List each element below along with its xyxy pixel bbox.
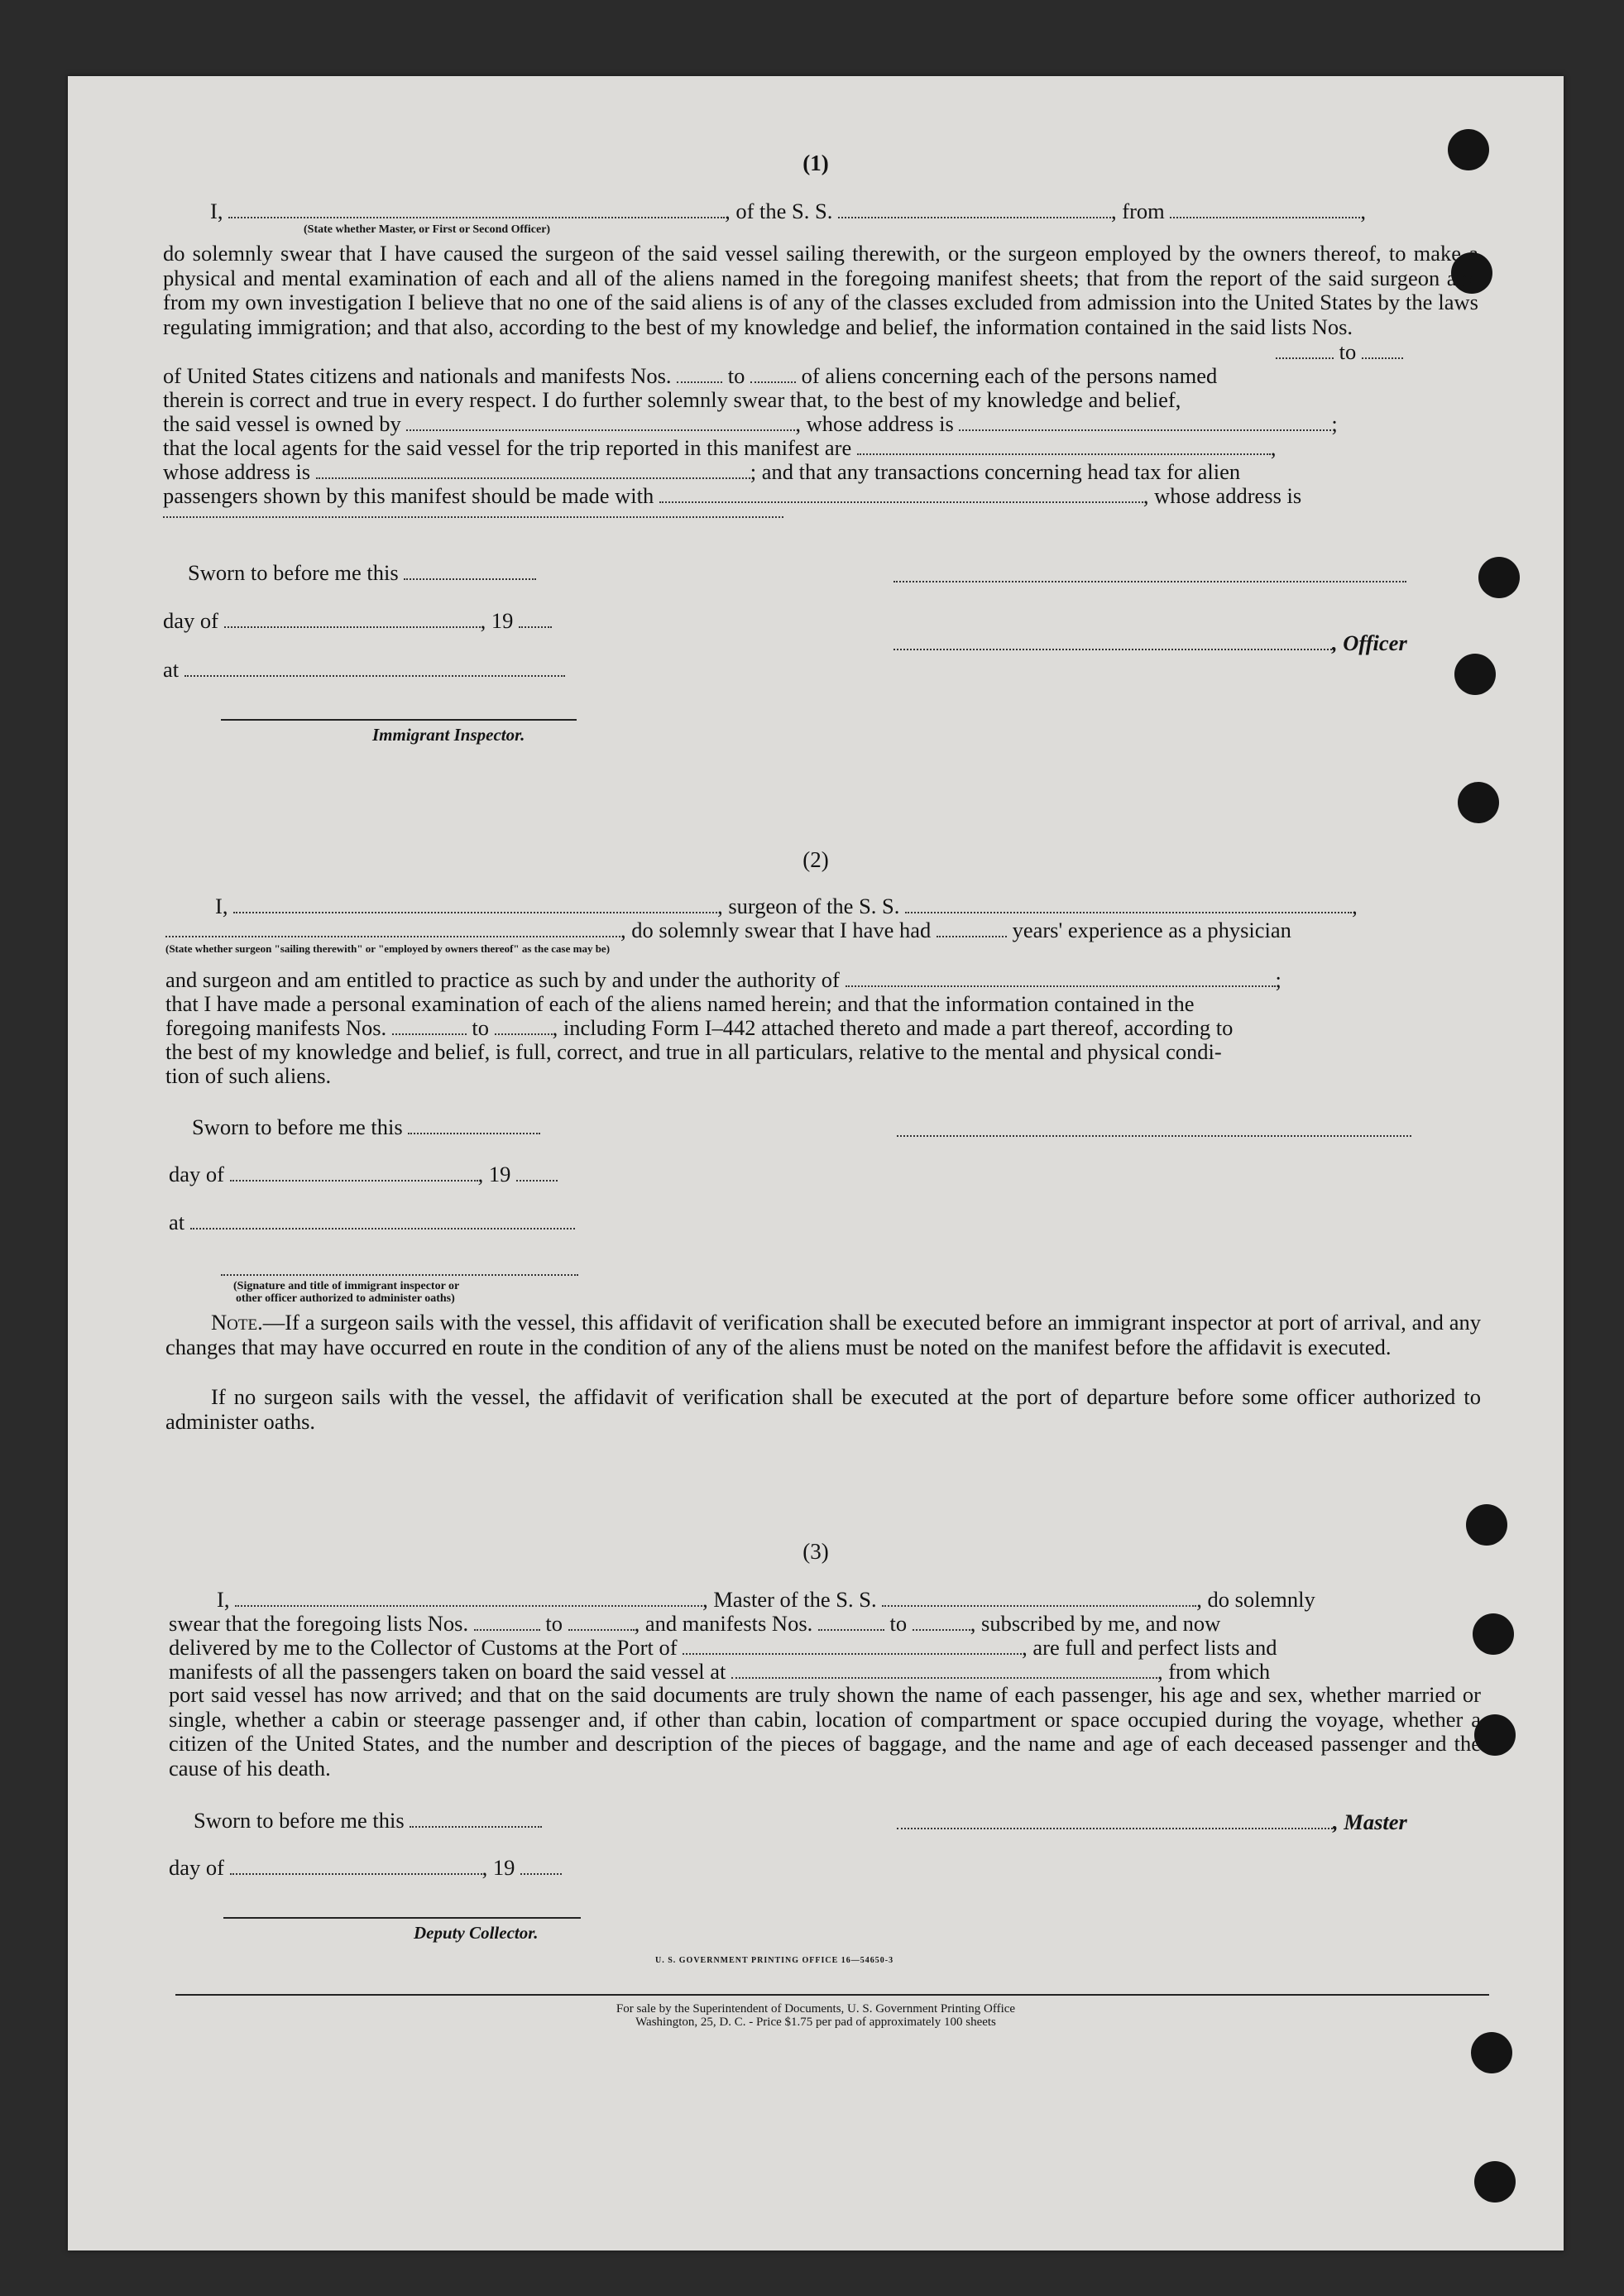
label-i: I, xyxy=(217,1587,230,1612)
deputy-caption: Deputy Collector. xyxy=(414,1923,539,1943)
section-1-agents-line xyxy=(163,435,1277,461)
section-1-lists-line xyxy=(1276,339,1403,365)
section-2-tion-line xyxy=(165,1063,331,1089)
label-year: , 19 xyxy=(477,1162,511,1186)
label-local-agents: that the local agents for the said vessel for the trip reported in this manifest are xyxy=(163,435,852,460)
section-1-address-line xyxy=(163,459,1240,485)
port-from-field[interactable] xyxy=(1170,202,1360,218)
officer-rank-field[interactable] xyxy=(228,202,725,218)
label-day-of: day of xyxy=(169,1162,224,1186)
section-3-number: (3) xyxy=(802,1539,829,1564)
label-sworn: Sworn to before me this xyxy=(188,560,399,585)
section-3-line-1 xyxy=(217,1587,1315,1613)
officer-signature-field[interactable] xyxy=(893,634,1332,650)
label-i: I, xyxy=(215,894,228,918)
sworn-line xyxy=(188,560,536,586)
local-agents-field[interactable] xyxy=(857,439,1271,455)
section-2-foregoing-line xyxy=(165,1015,1233,1041)
note-paragraph-2: If no surgeon sails with the vessel, the affidavit of verification shall be executed at the port of departure before some officer authorized to administer oaths. xyxy=(165,1384,1481,1434)
authority-field[interactable] xyxy=(846,971,1276,987)
label-sworn: Sworn to before me this xyxy=(194,1808,405,1833)
owner-field[interactable] xyxy=(406,415,795,431)
inspector-caption: Immigrant Inspector. xyxy=(372,725,525,745)
lists-to-field-3[interactable] xyxy=(568,1614,635,1631)
surgeon-signature-field[interactable] xyxy=(897,1120,1411,1137)
day-month-field-3[interactable] xyxy=(230,1858,482,1875)
label-authority: and surgeon and am entitled to practice as such by and under the authority of xyxy=(165,967,840,992)
day-of-line-3 xyxy=(169,1855,562,1881)
label-to: to xyxy=(1339,339,1357,364)
label-to: to xyxy=(472,1015,490,1040)
section-1-paragraph: do solemnly swear that I have caused the surgeon of the said vessel sailing therewith, or the surgeon employed by the owners thereof, to make a physical and mental examination of each and all of the aliens named in the foregoing manifest sheets; that from the report of the said surgeon and from my own investigation I believe that no one of the said aliens is of any of the classes excluded from admission into the United States by the laws regulating immigration; and that also, according to the best of my knowledge and belief, the information contained in the said lists Nos. xyxy=(163,241,1478,339)
label-year: , 19 xyxy=(481,1855,515,1880)
master-line xyxy=(897,1809,1407,1835)
manifests-to-field[interactable] xyxy=(750,367,796,383)
place-field[interactable] xyxy=(184,660,565,677)
semicolon: ; xyxy=(1275,967,1281,992)
label-to: to xyxy=(727,363,745,388)
label-best: the best of my knowledge and belief, is full, correct, and true in all particulars, relative to the mental and physical condi- xyxy=(165,1039,1222,1064)
comma: , xyxy=(1360,199,1367,223)
footer-line-1: For sale by the Superintendent of Documents, U. S. Government Printing Office xyxy=(616,2002,1016,2016)
label-year: , 19 xyxy=(480,608,514,633)
label-day-of: day of xyxy=(163,608,218,633)
signature-field[interactable] xyxy=(893,566,1406,582)
label-owned-by: the said vessel is owned by xyxy=(163,411,401,436)
label-officer: , Officer xyxy=(1332,630,1407,655)
at-line xyxy=(163,657,565,683)
footer-line-2: Washington, 25, D. C. - Price $1.75 per pad of approximately 100 sheets xyxy=(635,2016,996,2029)
comma: , xyxy=(1270,435,1277,460)
year-field-2[interactable] xyxy=(516,1165,558,1182)
note-text: —If a surgeon sails with the vessel, this affidavit of verification shall be executed before an immigrant inspector at port of arrival, and any changes that may have occurred en route in the condition of any of the aliens must be noted on the manifest before the affidavit is executed. xyxy=(165,1310,1481,1359)
label-foregoing: foregoing manifests Nos. xyxy=(165,1015,387,1040)
caption-surgeon: (State whether surgeon "sailing therewith" or "employed by owners thereof" as the case may be) xyxy=(165,942,611,955)
label-us-citizens: of United States citizens and nationals and manifests Nos. xyxy=(163,363,672,388)
label-delivered: delivered by me to the Collector of Customs at the Port of xyxy=(169,1635,678,1660)
comma: , xyxy=(1352,894,1358,918)
sworn-line-3 xyxy=(194,1808,542,1833)
label-whose-address: , whose address is xyxy=(795,411,954,436)
sworn-date-field-2[interactable] xyxy=(408,1118,540,1134)
label-i: I, xyxy=(210,199,223,223)
binder-hole xyxy=(1458,782,1499,823)
day-of-line xyxy=(163,608,552,634)
gpo-imprint: U. S. GOVERNMENT PRINTING OFFICE 16—54650-3 xyxy=(655,1956,894,1965)
port-field-3[interactable] xyxy=(683,1638,1022,1655)
master-vessel-field[interactable] xyxy=(882,1590,1196,1607)
binder-hole xyxy=(1471,2032,1512,2073)
label-at: at xyxy=(163,657,180,682)
master-name-field[interactable] xyxy=(235,1590,702,1607)
sworn-line-2 xyxy=(192,1114,540,1140)
section-2-line-1 xyxy=(215,894,1358,919)
binder-hole xyxy=(1454,654,1496,695)
lists-from-field-3[interactable] xyxy=(474,1614,540,1631)
lists-from-field[interactable] xyxy=(1276,343,1334,359)
label-subscribed: , subscribed by me, and now xyxy=(970,1611,1221,1636)
manifests-from-field[interactable] xyxy=(677,367,722,383)
label-master: , Master xyxy=(1333,1809,1407,1834)
inspector-signature-line[interactable] xyxy=(221,719,577,721)
year-field-3[interactable] xyxy=(520,1858,562,1875)
foregoing-to-field[interactable] xyxy=(495,1019,553,1035)
semicolon: ; xyxy=(1331,411,1338,436)
label-of-ss: , of the S. S. xyxy=(725,199,833,223)
foregoing-from-field[interactable] xyxy=(392,1019,467,1035)
form-page xyxy=(68,76,1564,2250)
master-signature-field[interactable] xyxy=(897,1813,1333,1829)
label-do-solemnly: , do solemnly swear that I have had xyxy=(620,918,932,942)
agents-address-field[interactable] xyxy=(316,463,750,479)
label-therein: therein is correct and true in every respect. I do further solemnly swear that, to the best of my knowledge and belief, xyxy=(163,387,1181,412)
surgeon-vessel-field[interactable] xyxy=(905,897,1352,913)
section-2-number: (2) xyxy=(802,847,829,872)
sworn-date-field-3[interactable] xyxy=(410,1811,542,1828)
manifests-to-field-3[interactable] xyxy=(913,1614,970,1631)
officer-line xyxy=(893,630,1407,656)
binder-hole xyxy=(1474,2161,1516,2203)
caption-master: (State whether Master, or First or Second Officer) xyxy=(304,223,551,236)
section-1-line-1 xyxy=(210,199,1366,224)
label-years: years' experience as a physician xyxy=(1012,918,1291,942)
label-tion: tion of such aliens. xyxy=(165,1063,332,1088)
label-to: to xyxy=(545,1611,563,1636)
vessel-name-field[interactable] xyxy=(838,202,1111,218)
label-swear: swear that the foregoing lists Nos. xyxy=(169,1611,469,1636)
section-2-authority-line xyxy=(165,967,1281,993)
label-day-of: day of xyxy=(169,1855,224,1880)
surgeon-status-field[interactable] xyxy=(165,921,620,937)
label-at: at xyxy=(169,1210,185,1234)
owner-address-field[interactable] xyxy=(959,415,1331,431)
label-whose-address: whose address is xyxy=(163,459,311,484)
sig-caption-1: (Signature and title of immigrant inspector or xyxy=(233,1280,460,1292)
day-of-line-2 xyxy=(169,1162,558,1187)
sig-caption-2: other officer authorized to administer oaths) xyxy=(236,1292,455,1305)
label-whose-address: , whose address is xyxy=(1143,483,1302,508)
section-2-best-line xyxy=(165,1039,1222,1065)
label-of-aliens: of aliens concerning each of the persons named xyxy=(801,363,1218,388)
sworn-date-field[interactable] xyxy=(404,563,536,580)
label-sworn: Sworn to before me this xyxy=(192,1114,403,1139)
lists-to-field[interactable] xyxy=(1362,343,1403,359)
boarding-port-field[interactable] xyxy=(731,1662,1157,1679)
label-master-of: , Master of the S. S. xyxy=(702,1587,877,1612)
label-manifests-all: manifests of all the passengers taken on board the said vessel at xyxy=(169,1659,726,1684)
label-from-which: , from which xyxy=(1157,1659,1271,1684)
section-2-exam-line xyxy=(165,991,1195,1017)
years-field[interactable] xyxy=(937,921,1007,937)
section-3-line-4 xyxy=(169,1659,1270,1685)
label-do-solemnly: , do solemnly xyxy=(1196,1587,1315,1612)
section-3-line-3 xyxy=(169,1635,1277,1661)
section-3-paragraph: port said vessel has now arrived; and that on the said documents are truly shown the name of each passenger, his age and sex, whether married or single, whether a cabin or steerage passenger and, if other than cabin, location of compartment or space occupied during the voyage, whether a citizen of the United States, and the number and description of the pieces of baggage, and the name and age of each deceased passenger and the cause of his death. xyxy=(169,1682,1481,1781)
footer-divider xyxy=(175,1994,1489,1996)
label-head-tax: ; and that any transactions concerning head tax for alien xyxy=(750,459,1241,484)
section-1-owned-line xyxy=(163,411,1338,437)
place-field-2[interactable] xyxy=(190,1213,575,1229)
surgeon-name-field[interactable] xyxy=(233,897,717,913)
section-3-line-2 xyxy=(169,1611,1220,1637)
label-including: , including Form I–442 attached thereto and made a part thereof, according to xyxy=(552,1015,1234,1040)
section-2-line-2 xyxy=(165,918,1291,943)
inspector-signature-field-2[interactable] xyxy=(221,1259,578,1276)
day-month-field[interactable] xyxy=(224,611,481,628)
note-label: Note. xyxy=(211,1310,263,1335)
section-1-therein-line xyxy=(163,387,1181,413)
day-month-field-2[interactable] xyxy=(230,1165,478,1182)
head-tax-party-field[interactable] xyxy=(659,487,1143,503)
label-passengers: passengers shown by this manifest should be made with xyxy=(163,483,654,508)
label-and-manifests: , and manifests Nos. xyxy=(634,1611,813,1636)
label-from: , from xyxy=(1111,199,1165,223)
label-personal-exam: that I have made a personal examination of each of the aliens named herein; and that the information contained in the xyxy=(165,991,1195,1016)
label-are-full: , are full and perfect lists and xyxy=(1022,1635,1277,1660)
deputy-signature-line[interactable] xyxy=(223,1917,581,1919)
manifests-from-field-3[interactable] xyxy=(818,1614,884,1631)
address-continuation-field[interactable] xyxy=(163,501,783,518)
label-to: to xyxy=(889,1611,908,1636)
section-1-us-line xyxy=(163,363,1217,389)
year-field[interactable] xyxy=(519,611,552,628)
at-line-2 xyxy=(169,1210,575,1235)
binder-hole xyxy=(1478,557,1520,598)
section-1-number: (1) xyxy=(802,151,829,175)
note-paragraph xyxy=(165,1311,1481,1359)
binder-hole xyxy=(1473,1613,1514,1655)
label-surgeon-of: , surgeon of the S. S. xyxy=(717,894,900,918)
